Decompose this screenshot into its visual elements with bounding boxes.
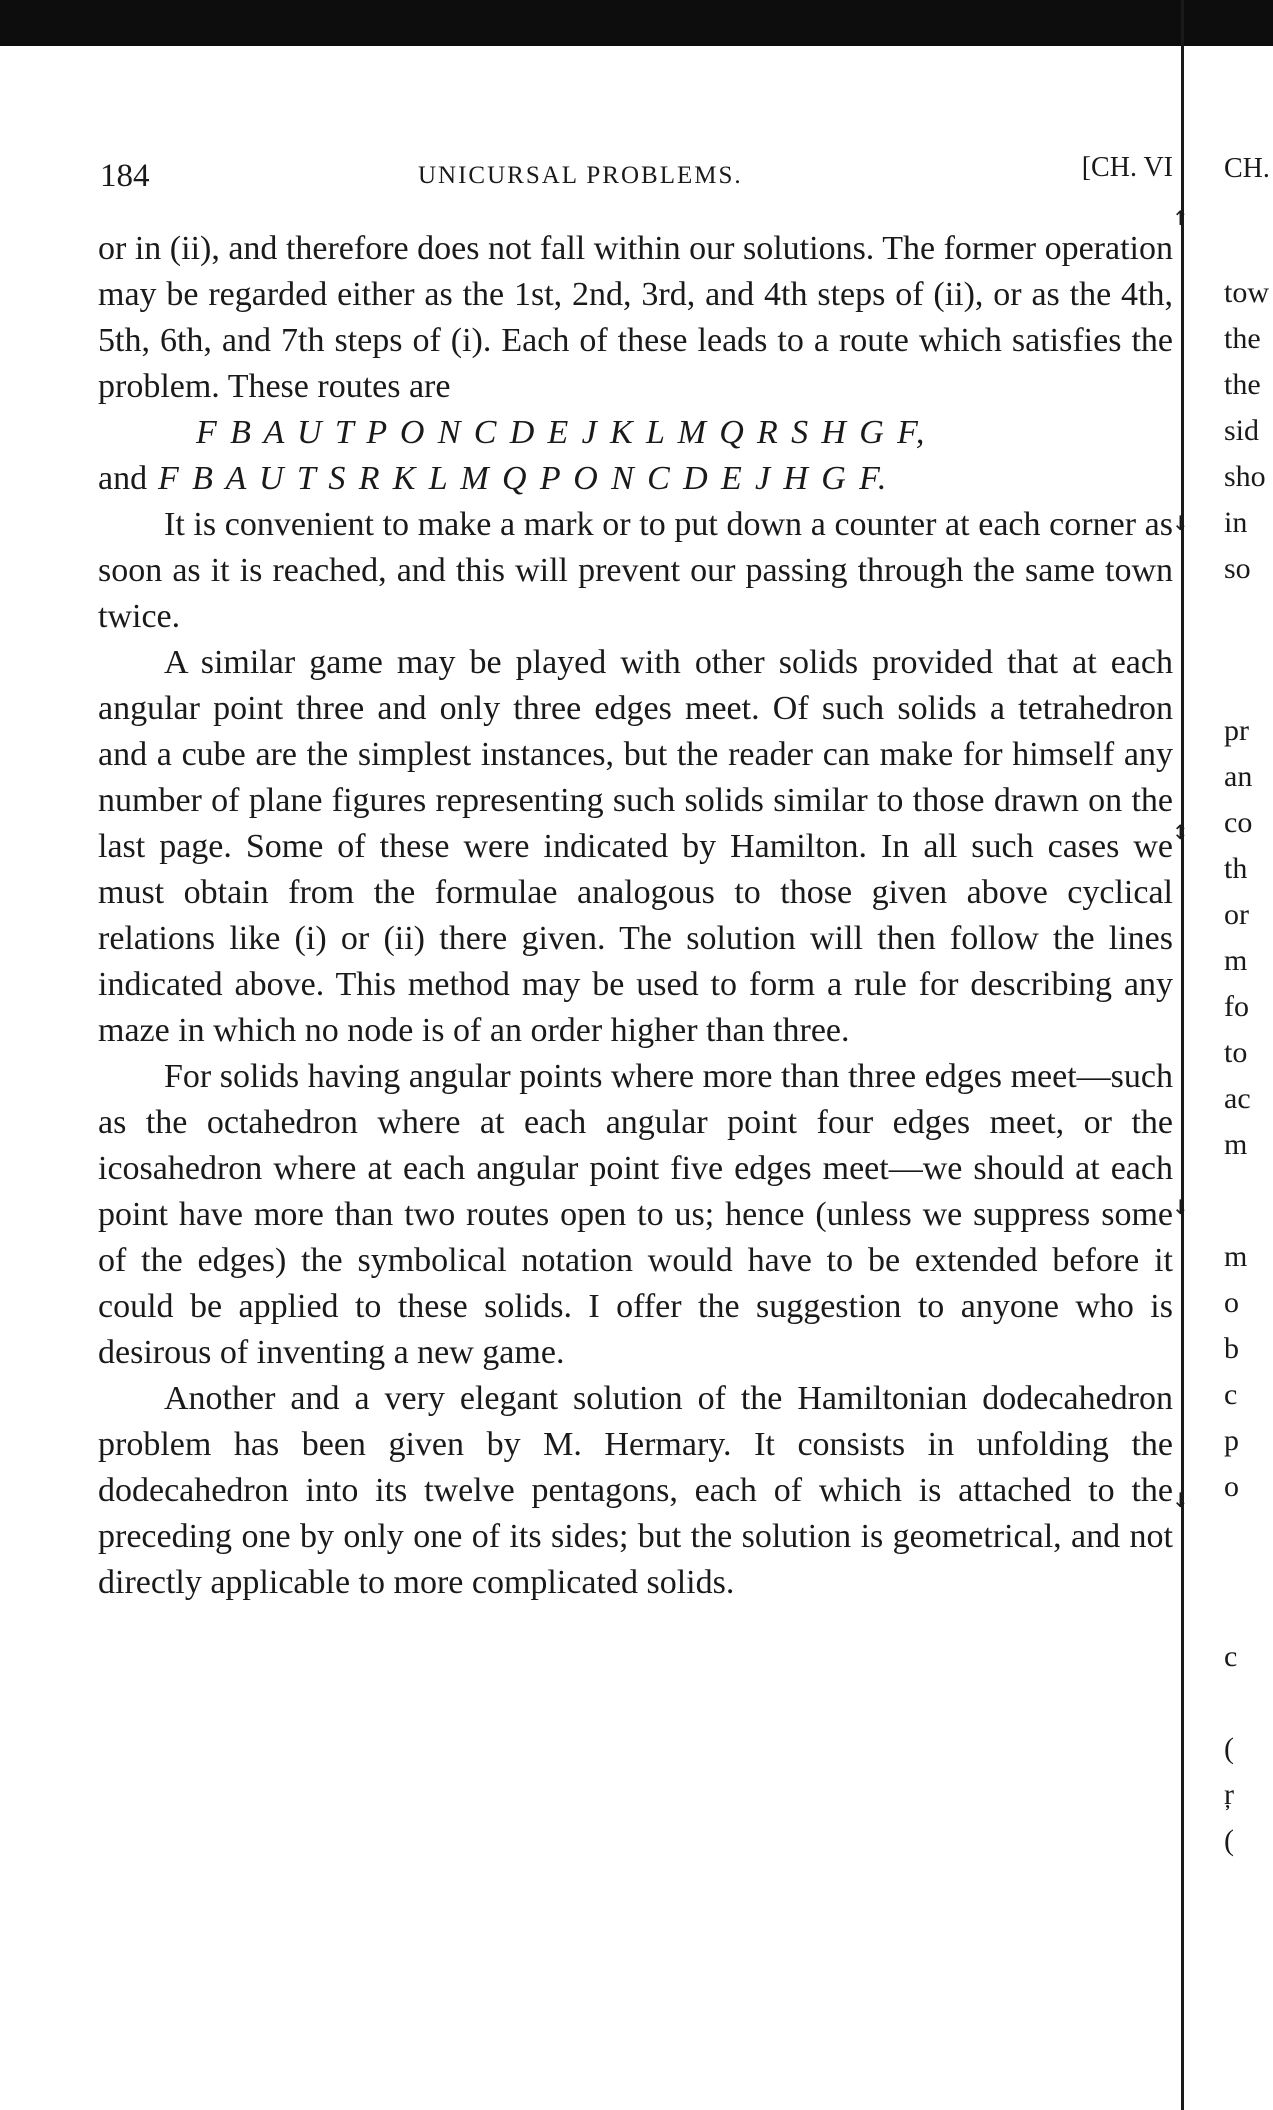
facing-page-line: or xyxy=(1224,898,1249,931)
facing-page-line: b xyxy=(1224,1332,1239,1365)
facing-page-line: m xyxy=(1224,944,1248,977)
paragraph: It is convenient to make a mark or to put down a counter at each corner as soon as it is reached, and this will prevent our passing through the same town twice. xyxy=(98,506,1173,635)
facing-page-line: o xyxy=(1224,1470,1239,1503)
facing-page-line: c xyxy=(1224,1378,1238,1411)
facing-page-line: the xyxy=(1224,322,1261,355)
facing-page-line: ( xyxy=(1224,1732,1234,1765)
facing-page-line: in xyxy=(1224,506,1248,539)
facing-page-line: c xyxy=(1224,1640,1238,1673)
facing-page-line: th xyxy=(1224,852,1248,885)
running-head xyxy=(98,150,1173,210)
facing-page-line: ac xyxy=(1224,1082,1251,1115)
running-title: UNICURSAL PROBLEMS. xyxy=(418,162,743,189)
paragraph: A similar game may be played with other solids provided that at each angular point three and only three edges meet. Of such solids a tetrahedron and a cube are the simplest instances, but the reader can make for himself any number of plane figures representing such solids similar to those drawn on the last page. Some of these were indicated by Hamilton. In all such cases we must obtain from the formulae analogous to those given above cyclical relations like (i) or (ii) there given. The solution will then follow the lines indicated above. This method may be used to form a rule for describing any maze in which no node is of an order higher than three. xyxy=(98,644,1173,1049)
gutter-arrow-mark: ↕ xyxy=(1172,820,1189,844)
facing-page-line: fo xyxy=(1224,990,1249,1023)
gutter-arrow-mark: ↓ xyxy=(1172,511,1189,535)
paragraph: For solids having angular points where more than three edges meet—such as the octahedron where at each angular point four edges meet, or the icosahedron where at each angular point five edges meet—we should at each point have more than two routes open to us; hence (unless we suppress some of the edges) the symbolical notation would have to be extended before it could be applied to these solids. I offer the suggestion to anyone who is desirous of inventing a new game. xyxy=(98,1058,1173,1371)
paragraph: or in (ii), and therefore does not fall within our solutions. The former operation may be regarded either as the 1st, 2nd, 3rd, and 4th steps of (ii), or as the 4th, 5th, 6th, and 7th steps of (i). Each of these leads to a route which satisfies the problem. These routes are xyxy=(98,230,1173,405)
facing-page-line: m xyxy=(1224,1240,1248,1273)
route-first: F B A U T P O N C D E J K L M Q R S H G F, xyxy=(196,414,927,451)
route-connector: and xyxy=(98,460,148,497)
route-second-line xyxy=(98,456,1173,502)
page-gutter xyxy=(1181,0,1184,2110)
route-second: F B A U T S R K L M Q P O N C D E J H G F. xyxy=(158,460,889,497)
page-body xyxy=(98,226,1173,1606)
book-page xyxy=(98,150,1173,1606)
facing-page-head: CH. xyxy=(1224,153,1270,184)
facing-page-line: an xyxy=(1224,760,1253,793)
gutter-arrow-mark: ↓ xyxy=(1172,1195,1189,1219)
facing-page-line: pr xyxy=(1224,714,1249,747)
facing-page-line: sho xyxy=(1224,460,1266,493)
gutter-arrow-mark: ↑ xyxy=(1172,206,1189,230)
paragraph: Another and a very elegant solution of the Hamiltonian dodecahedron problem has been given by M. Hermary. It consists in unfolding the dodecahedron into its twelve pentagons, each of which is attached to the preceding one by only one of its sides; but the solution is geometrical, and not directly applicable to more complicated solids. xyxy=(98,1380,1173,1601)
facing-page-line: tow xyxy=(1224,276,1269,309)
chapter-reference: [CH. VI xyxy=(1081,152,1173,183)
facing-page-line: o xyxy=(1224,1286,1239,1319)
facing-page-line: sid xyxy=(1224,414,1260,447)
facing-page-line: ŗ xyxy=(1224,1778,1234,1811)
gutter-arrow-mark: ↓ xyxy=(1172,1488,1189,1512)
facing-page-line: co xyxy=(1224,806,1253,839)
facing-page-line: the xyxy=(1224,368,1261,401)
facing-page-edge xyxy=(1224,0,1273,2110)
facing-page-line: to xyxy=(1224,1036,1248,1069)
facing-page-line: p xyxy=(1224,1424,1239,1457)
page-number: 184 xyxy=(100,158,150,194)
facing-page-line: m xyxy=(1224,1128,1248,1161)
facing-page-line: ( xyxy=(1224,1824,1234,1857)
facing-page-line: so xyxy=(1224,552,1251,585)
scan-top-border xyxy=(0,0,1273,46)
